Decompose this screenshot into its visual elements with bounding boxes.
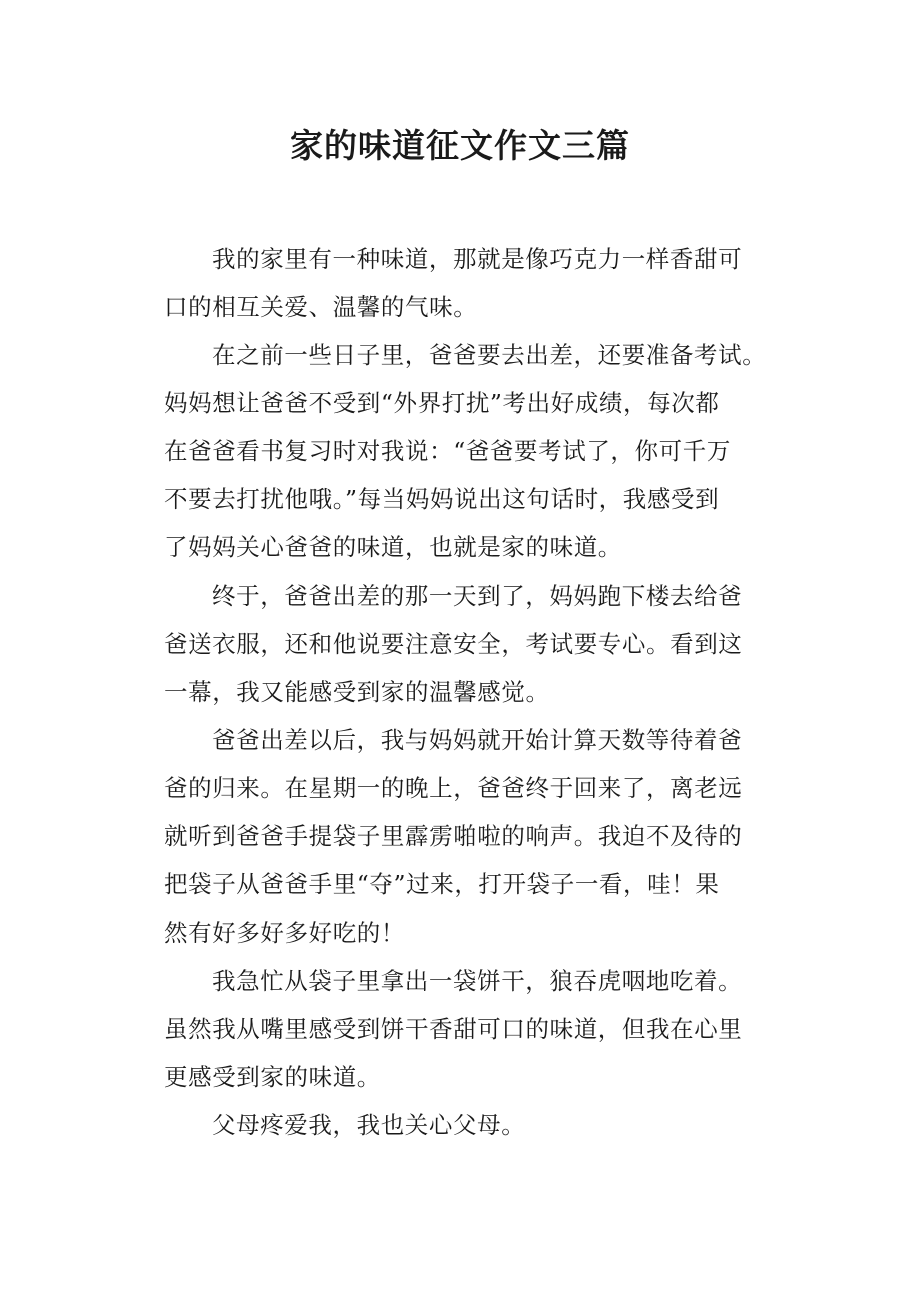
- paragraph-line: 然有好多好多好吃的！: [164, 919, 405, 947]
- paragraph-line: 父母疼爱我，我也关心父母。: [212, 1111, 526, 1139]
- paragraph-line: 爸送衣服，还和他说要注意安全，考试要专心。看到这: [164, 630, 743, 658]
- paragraph-line: 一幕，我又能感受到家的温馨感觉。: [164, 678, 550, 706]
- paragraph-line: 口的相互关爱、温馨的气味。: [164, 293, 478, 321]
- document-title: 家的味道征文作文三篇: [290, 126, 630, 165]
- paragraph-line: 更感受到家的味道。: [164, 1063, 381, 1091]
- paragraph-line: 在之前一些日子里，爸爸要去出差，还要准备考试。: [212, 341, 767, 369]
- paragraph-line: 我的家里有一种味道，那就是像巧克力一样香甜可: [212, 245, 743, 273]
- paragraph-line: 不要去打扰他哦。”每当妈妈说出这句话时，我感受到: [164, 485, 720, 513]
- paragraph-line: 在爸爸看书复习时对我说：“爸爸要考试了，你可千万: [164, 437, 731, 465]
- paragraph-line: 虽然我从嘴里感受到饼干香甜可口的味道，但我在心里: [164, 1015, 743, 1043]
- paragraph-line: 就听到爸爸手提袋子里霹雳啪啦的响声。我迫不及待的: [164, 822, 743, 850]
- paragraph-line: 爸的归来。在星期一的晚上，爸爸终于回来了，离老远: [164, 774, 743, 802]
- paragraph-line: 我急忙从袋子里拿出一袋饼干，狼吞虎咽地吃着。: [212, 967, 743, 995]
- paragraph-line: 终于，爸爸出差的那一天到了，妈妈跑下楼去给爸: [212, 582, 743, 610]
- paragraph-line: 了妈妈关心爸爸的味道，也就是家的味道。: [164, 533, 622, 561]
- paragraph-line: 爸爸出差以后，我与妈妈就开始计算天数等待着爸: [212, 726, 743, 754]
- paragraph-line: 妈妈想让爸爸不受到“外界打扰”考出好成绩，每次都: [164, 389, 720, 417]
- paragraph-line: 把袋子从爸爸手里“夺”过来，打开袋子一看，哇！果: [164, 870, 720, 898]
